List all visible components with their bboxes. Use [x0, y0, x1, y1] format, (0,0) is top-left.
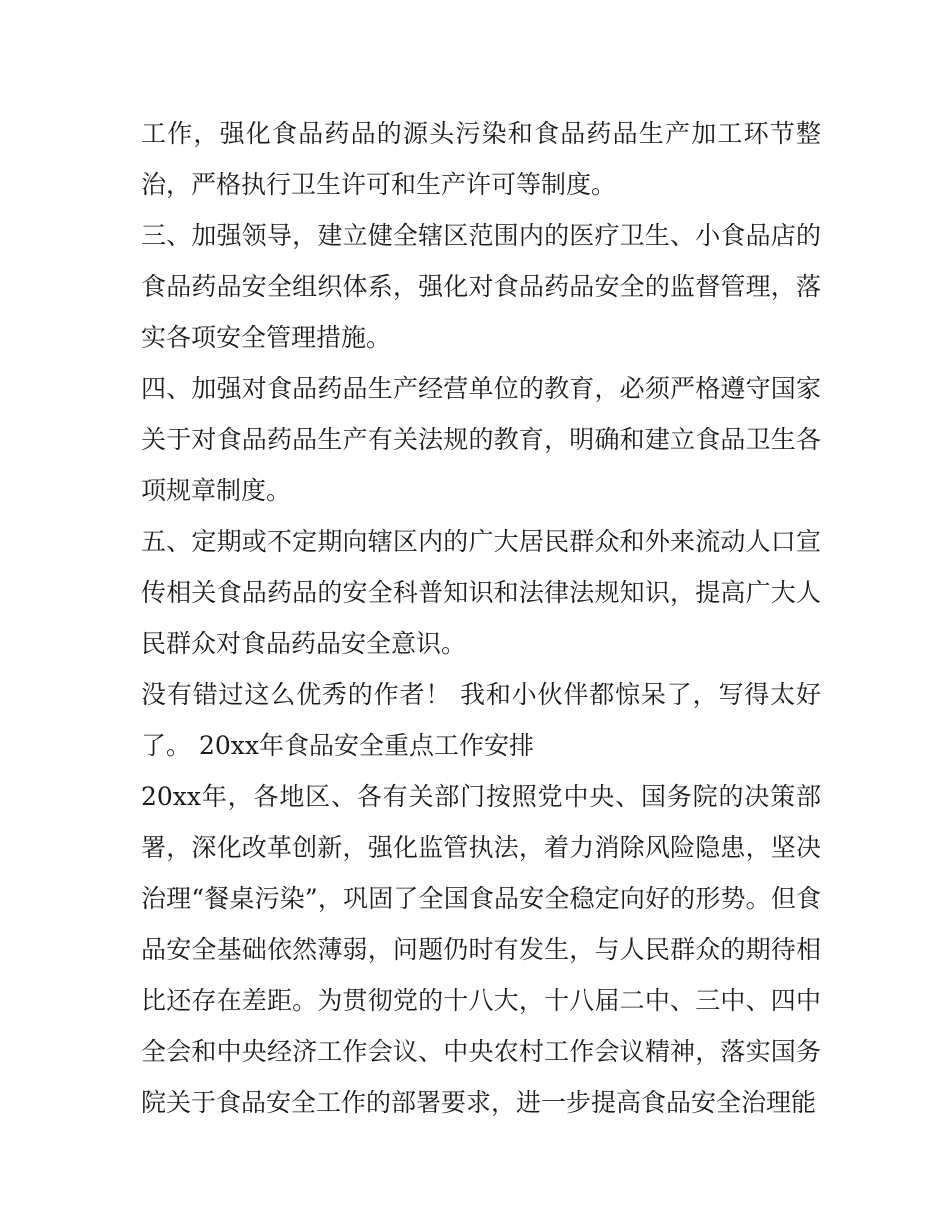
paragraph-work-rectification: 工作，强化食品药品的源头污染和食品药品生产加工环节整治，严格执行卫生许可和生产许可等制度。 — [141, 119, 821, 199]
paragraph-comment-and-heading: 没有错过这么优秀的作者！ 我和小伙伴都惊呆了，写得太好了。 20xx年食品安全重点工作安排 — [141, 680, 821, 760]
paragraph-annual-arrangement: 20xx年，各地区、各有关部门按照党中央、国务院的决策部署，深化改革创新，强化监管执法，着力消除风险隐患，坚决治理“餐桌污染”，巩固了全国食品安全稳定向好的形势。但食品安全基础依然薄弱，问题仍时有发生，与人民群众的期待相比还存在差距。为贯彻党的十八大，十八届二中、三中、四中全会和中央经济工作会议、中央农村工作会议精神，落实国务院关于食品安全工作的部署要求，进一步提高食品安全治理能 — [141, 782, 821, 1117]
paragraph-item-three: 三、加强领导，建立健全辖区范围内的医疗卫生、小食品店的食品药品安全组织体系，强化对食品药品安全的监督管理，落实各项安全管理措施。 — [141, 221, 821, 352]
paragraph-item-five: 五、定期或不定期向辖区内的广大居民群众和外来流动人口宣传相关食品药品的安全科普知识和法律法规知识，提高广大人民群众对食品药品安全意识。 — [141, 527, 821, 658]
document-body — [141, 108, 821, 1128]
paragraph-item-four: 四、加强对食品药品生产经营单位的教育，必须严格遵守国家关于对食品药品生产有关法规的教育，明确和建立食品卫生各项规章制度。 — [141, 374, 821, 505]
